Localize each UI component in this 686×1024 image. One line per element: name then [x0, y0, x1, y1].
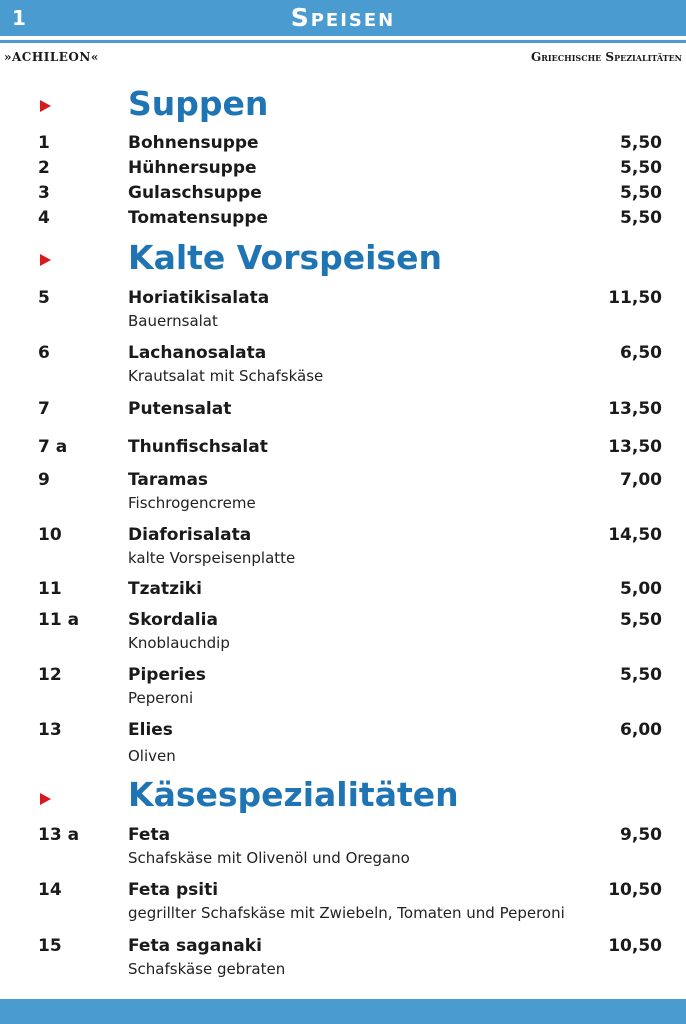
item-name: Putensalat	[128, 399, 232, 419]
item-price: 14,50	[608, 525, 662, 545]
item-number: 14	[38, 880, 62, 900]
item-name: Elies	[128, 720, 173, 740]
item-name: Horiatikisalata	[128, 288, 270, 308]
menu-subtitle: Griechische Spezialitäten	[531, 50, 682, 64]
item-price: 6,00	[620, 720, 662, 740]
item-description: Schafskäse gebraten	[128, 960, 286, 978]
item-name: Feta psiti	[128, 880, 219, 900]
item-price: 13,50	[608, 399, 662, 419]
item-name: Piperies	[128, 665, 206, 685]
item-number: 11	[38, 579, 62, 599]
item-name: Diaforisalata	[128, 525, 252, 545]
item-number: 7 a	[38, 437, 68, 457]
header-bar	[0, 0, 686, 36]
item-price: 13,50	[608, 437, 662, 457]
item-number: 3	[38, 183, 50, 203]
item-name: Feta saganaki	[128, 936, 262, 956]
page-number: 1	[12, 6, 26, 30]
item-price: 11,50	[608, 288, 662, 308]
section-header-kalte-vorspeisen	[0, 238, 686, 282]
item-description: Oliven	[128, 747, 176, 765]
item-description: Bauernsalat	[128, 312, 218, 330]
section-header-suppen	[0, 84, 686, 128]
item-price: 5,50	[620, 183, 662, 203]
item-price: 5,50	[620, 610, 662, 630]
section-arrow-icon	[40, 100, 51, 112]
item-price: 9,50	[620, 825, 662, 845]
item-price: 5,00	[620, 579, 662, 599]
item-number: 9	[38, 470, 50, 490]
item-description: Knoblauchdip	[128, 634, 230, 652]
item-number: 15	[38, 936, 62, 956]
header-rule	[0, 40, 686, 43]
item-number: 7	[38, 399, 50, 419]
item-number: 11 a	[38, 610, 80, 630]
item-number: 2	[38, 158, 50, 178]
item-name: Bohnensuppe	[128, 133, 259, 153]
item-number: 1	[38, 133, 50, 153]
item-price: 5,50	[620, 208, 662, 228]
item-price: 5,50	[620, 133, 662, 153]
page-title: Speisen	[290, 3, 396, 32]
section-title: Käsespezialitäten	[128, 775, 459, 814]
section-title: Suppen	[128, 84, 269, 123]
item-name: Thunfischsalat	[128, 437, 268, 457]
section-title: Kalte Vorspeisen	[128, 238, 442, 277]
item-price: 10,50	[608, 936, 662, 956]
section-arrow-icon	[40, 254, 51, 266]
restaurant-name: »ACHILEON«	[4, 50, 99, 64]
item-number: 5	[38, 288, 50, 308]
item-number: 4	[38, 208, 50, 228]
item-name: Lachanosalata	[128, 343, 267, 363]
item-description: Fischrogencreme	[128, 494, 256, 512]
item-description: gegrillter Schafskäse mit Zwiebeln, Tomaten und Peperoni	[128, 904, 565, 922]
item-name: Taramas	[128, 470, 209, 490]
item-price: 5,50	[620, 665, 662, 685]
item-description: Peperoni	[128, 689, 194, 707]
item-number: 10	[38, 525, 62, 545]
item-price: 10,50	[608, 880, 662, 900]
item-name: Tomatensuppe	[128, 208, 269, 228]
item-name: Hühnersuppe	[128, 158, 257, 178]
item-name: Skordalia	[128, 610, 218, 630]
item-price: 5,50	[620, 158, 662, 178]
item-description: Krautsalat mit Schafskäse	[128, 367, 324, 385]
item-price: 6,50	[620, 343, 662, 363]
section-header-kaesespezialitaeten	[0, 775, 686, 819]
item-description: kalte Vorspeisenplatte	[128, 549, 296, 567]
item-price: 7,00	[620, 470, 662, 490]
footer-bar	[0, 999, 686, 1024]
item-number: 6	[38, 343, 50, 363]
item-name: Tzatziki	[128, 579, 202, 599]
item-name: Gulaschsuppe	[128, 183, 262, 203]
item-number: 13 a	[38, 825, 80, 845]
item-number: 12	[38, 665, 62, 685]
item-number: 13	[38, 720, 62, 740]
item-name: Feta	[128, 825, 171, 845]
section-arrow-icon	[40, 793, 51, 805]
item-description: Schafskäse mit Olivenöl und Oregano	[128, 849, 410, 867]
